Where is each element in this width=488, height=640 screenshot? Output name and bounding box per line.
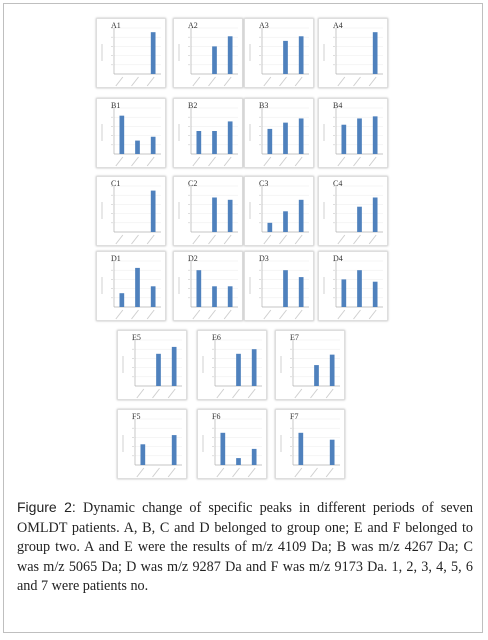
bar-c3-3 [299, 200, 304, 232]
x-tick-label-mark [369, 310, 376, 319]
bar-f5-3 [172, 435, 177, 465]
panel-label: C1 [111, 179, 121, 188]
x-tick-label-mark [168, 468, 175, 477]
x-tick-label-mark [280, 157, 287, 166]
x-tick-label-mark [264, 157, 271, 166]
bar-d4-2 [357, 270, 362, 307]
bar-d1-1 [119, 293, 124, 307]
bar-a2-2 [212, 46, 217, 74]
x-tick-label-mark [224, 310, 231, 319]
chart-panel-a2 [173, 18, 243, 88]
x-tick-label-mark [280, 77, 287, 86]
panel-label: D4 [333, 254, 343, 263]
bar-b2-1 [196, 131, 201, 154]
x-tick-label-mark [233, 389, 240, 398]
x-tick-label-mark [147, 157, 154, 166]
chart-svg [118, 410, 188, 480]
bar-c4-3 [373, 198, 378, 233]
chart-panel-d4 [318, 251, 388, 321]
x-tick-label-mark [369, 235, 376, 244]
panel-label: D1 [111, 254, 121, 263]
bar-b2-3 [228, 121, 233, 154]
chart-panel-f7 [275, 409, 345, 479]
x-tick-label-mark [224, 77, 231, 86]
x-tick-label-mark [137, 468, 144, 477]
bar-f7-3 [330, 440, 335, 465]
x-tick-label-mark [326, 468, 333, 477]
chart-svg [174, 19, 244, 89]
x-tick-label-mark [248, 389, 255, 398]
x-tick-label-mark [280, 310, 287, 319]
x-tick-label-mark [338, 235, 345, 244]
bar-c2-2 [212, 198, 217, 233]
panel-label: F5 [132, 412, 141, 421]
chart-panel-f5 [117, 409, 187, 479]
x-tick-label-mark [132, 157, 139, 166]
chart-panel-c1 [96, 176, 166, 246]
bar-c4-2 [357, 207, 362, 232]
bar-b4-2 [357, 118, 362, 154]
x-tick-label-mark [295, 389, 302, 398]
x-tick-label-mark [369, 77, 376, 86]
bar-b4-1 [341, 125, 346, 154]
chart-svg [319, 19, 389, 89]
x-tick-label-mark [311, 468, 318, 477]
x-tick-label-mark [354, 77, 361, 86]
chart-panel-b4 [318, 98, 388, 168]
chart-svg [97, 177, 167, 247]
chart-svg [276, 331, 346, 401]
panel-label: B4 [333, 101, 343, 110]
bar-b1-3 [151, 137, 156, 154]
bar-a3-2 [283, 41, 288, 74]
x-tick-label-mark [132, 310, 139, 319]
bar-e6-2 [236, 354, 241, 386]
caption-text: Dynamic change of specific peaks in different periods of seven OMLDT patients. A, B, C and D belonged to group one; E and F belonged to group two. A and E were the results of m/z 4109 Da; B was m/z 4267 Da; C was m/z 5065 Da; D was m/z 9287 Da and F was m/z 9173 Da. 1, 2, 3, 4, 5, 6 and 7 were patients no. [17, 500, 473, 594]
chart-panel-c3 [244, 176, 314, 246]
x-tick-label-mark [264, 77, 271, 86]
x-tick-label-mark [137, 389, 144, 398]
bar-b3-3 [299, 118, 304, 154]
x-tick-label-mark [338, 77, 345, 86]
bar-a2-3 [228, 36, 233, 74]
panel-label: D2 [188, 254, 198, 263]
x-tick-label-mark [295, 310, 302, 319]
x-tick-label-mark [311, 389, 318, 398]
x-tick-label-mark [217, 389, 224, 398]
chart-panel-a1 [96, 18, 166, 88]
panel-label: E5 [132, 333, 141, 342]
bar-e7-3 [330, 355, 335, 386]
x-tick-label-mark [354, 157, 361, 166]
bar-d1-2 [135, 268, 140, 307]
panel-label: C4 [333, 179, 343, 188]
bar-a4-3 [373, 32, 378, 74]
panel-label: A3 [259, 21, 269, 30]
chart-panel-b2 [173, 98, 243, 168]
panel-label: B2 [188, 101, 198, 110]
panel-label: C3 [259, 179, 269, 188]
x-tick-label-mark [264, 310, 271, 319]
bar-e7-2 [314, 365, 319, 386]
x-tick-label-mark [193, 235, 200, 244]
chart-svg [319, 177, 389, 247]
bar-f5-1 [140, 444, 145, 465]
chart-svg [319, 99, 389, 169]
x-tick-label-mark [209, 157, 216, 166]
x-tick-label-mark [193, 77, 200, 86]
bar-d2-2 [212, 286, 217, 307]
bar-d2-3 [228, 286, 233, 307]
chart-svg [319, 252, 389, 322]
chart-panel-a3 [244, 18, 314, 88]
bar-f7-1 [298, 433, 303, 465]
panel-label: C2 [188, 179, 198, 188]
bar-b4-3 [373, 116, 378, 154]
panel-label: A2 [188, 21, 198, 30]
x-tick-label-mark [147, 235, 154, 244]
x-tick-label-mark [338, 310, 345, 319]
x-tick-label-mark [354, 310, 361, 319]
x-tick-label-mark [209, 77, 216, 86]
chart-svg [97, 252, 167, 322]
panel-label: B3 [259, 101, 269, 110]
chart-svg [118, 331, 188, 401]
bar-b1-2 [135, 141, 140, 154]
chart-panel-f6 [197, 409, 267, 479]
bar-c2-3 [228, 200, 233, 232]
x-tick-label-mark [153, 389, 160, 398]
x-tick-label-mark [369, 157, 376, 166]
bar-f6-2 [236, 458, 241, 465]
x-tick-label-mark [338, 157, 345, 166]
chart-panel-c4 [318, 176, 388, 246]
panel-label: E7 [290, 333, 299, 342]
bar-b1-1 [119, 116, 124, 154]
x-tick-label-mark [193, 310, 200, 319]
bar-e5-2 [156, 354, 161, 386]
x-tick-label-mark [295, 468, 302, 477]
panel-label: F6 [212, 412, 221, 421]
bar-d4-3 [373, 282, 378, 307]
figure-caption [17, 498, 473, 597]
chart-panel-e6 [197, 330, 267, 400]
chart-svg [174, 177, 244, 247]
chart-panel-e5 [117, 330, 187, 400]
x-tick-label-mark [132, 77, 139, 86]
bar-b3-1 [267, 129, 272, 154]
x-tick-label-mark [295, 157, 302, 166]
bar-a1-3 [151, 32, 156, 74]
chart-svg [276, 410, 346, 480]
x-tick-label-mark [224, 235, 231, 244]
panel-label: D3 [259, 254, 269, 263]
chart-panel-c2 [173, 176, 243, 246]
chart-svg [245, 99, 315, 169]
caption-lead: Figure 2: [17, 499, 76, 515]
bar-c1-3 [151, 191, 156, 232]
chart-svg [97, 99, 167, 169]
bar-d1-3 [151, 286, 156, 307]
panel-label: A1 [111, 21, 121, 30]
bar-c3-1 [267, 223, 272, 232]
chart-panel-d1 [96, 251, 166, 321]
chart-svg [245, 252, 315, 322]
chart-svg [174, 99, 244, 169]
bar-b2-2 [212, 131, 217, 154]
bar-d2-1 [196, 270, 201, 307]
x-tick-label-mark [248, 468, 255, 477]
bar-e6-3 [252, 349, 257, 386]
x-tick-label-mark [116, 157, 123, 166]
x-tick-label-mark [147, 310, 154, 319]
x-tick-label-mark [116, 310, 123, 319]
x-tick-label-mark [147, 77, 154, 86]
chart-panel-b1 [96, 98, 166, 168]
chart-panel-b3 [244, 98, 314, 168]
panel-label: F7 [290, 412, 299, 421]
x-tick-label-mark [116, 235, 123, 244]
x-tick-label-mark [209, 310, 216, 319]
bar-d3-2 [283, 270, 288, 307]
x-tick-label-mark [116, 77, 123, 86]
x-tick-label-mark [280, 235, 287, 244]
bar-f6-1 [220, 433, 225, 465]
chart-svg [174, 252, 244, 322]
x-tick-label-mark [233, 468, 240, 477]
panel-label: A4 [333, 21, 343, 30]
chart-panel-d2 [173, 251, 243, 321]
bar-e5-3 [172, 347, 177, 386]
bar-d4-1 [341, 279, 346, 307]
panel-label: E6 [212, 333, 221, 342]
x-tick-label-mark [193, 157, 200, 166]
x-tick-label-mark [217, 468, 224, 477]
bar-f6-3 [252, 449, 257, 465]
chart-panel-a4 [318, 18, 388, 88]
bar-a3-3 [299, 36, 304, 74]
x-tick-label-mark [168, 389, 175, 398]
chart-svg [198, 331, 268, 401]
x-tick-label-mark [295, 235, 302, 244]
x-tick-label-mark [209, 235, 216, 244]
chart-svg [245, 177, 315, 247]
bar-b3-2 [283, 123, 288, 154]
chart-svg [97, 19, 167, 89]
chart-panel-e7 [275, 330, 345, 400]
chart-svg [198, 410, 268, 480]
x-tick-label-mark [354, 235, 361, 244]
x-tick-label-mark [264, 235, 271, 244]
bar-c3-2 [283, 211, 288, 232]
x-tick-label-mark [132, 235, 139, 244]
bar-d3-3 [299, 277, 304, 307]
panel-label: B1 [111, 101, 121, 110]
chart-panel-d3 [244, 251, 314, 321]
x-tick-label-mark [153, 468, 160, 477]
x-tick-label-mark [224, 157, 231, 166]
chart-svg [245, 19, 315, 89]
x-tick-label-mark [295, 77, 302, 86]
x-tick-label-mark [326, 389, 333, 398]
